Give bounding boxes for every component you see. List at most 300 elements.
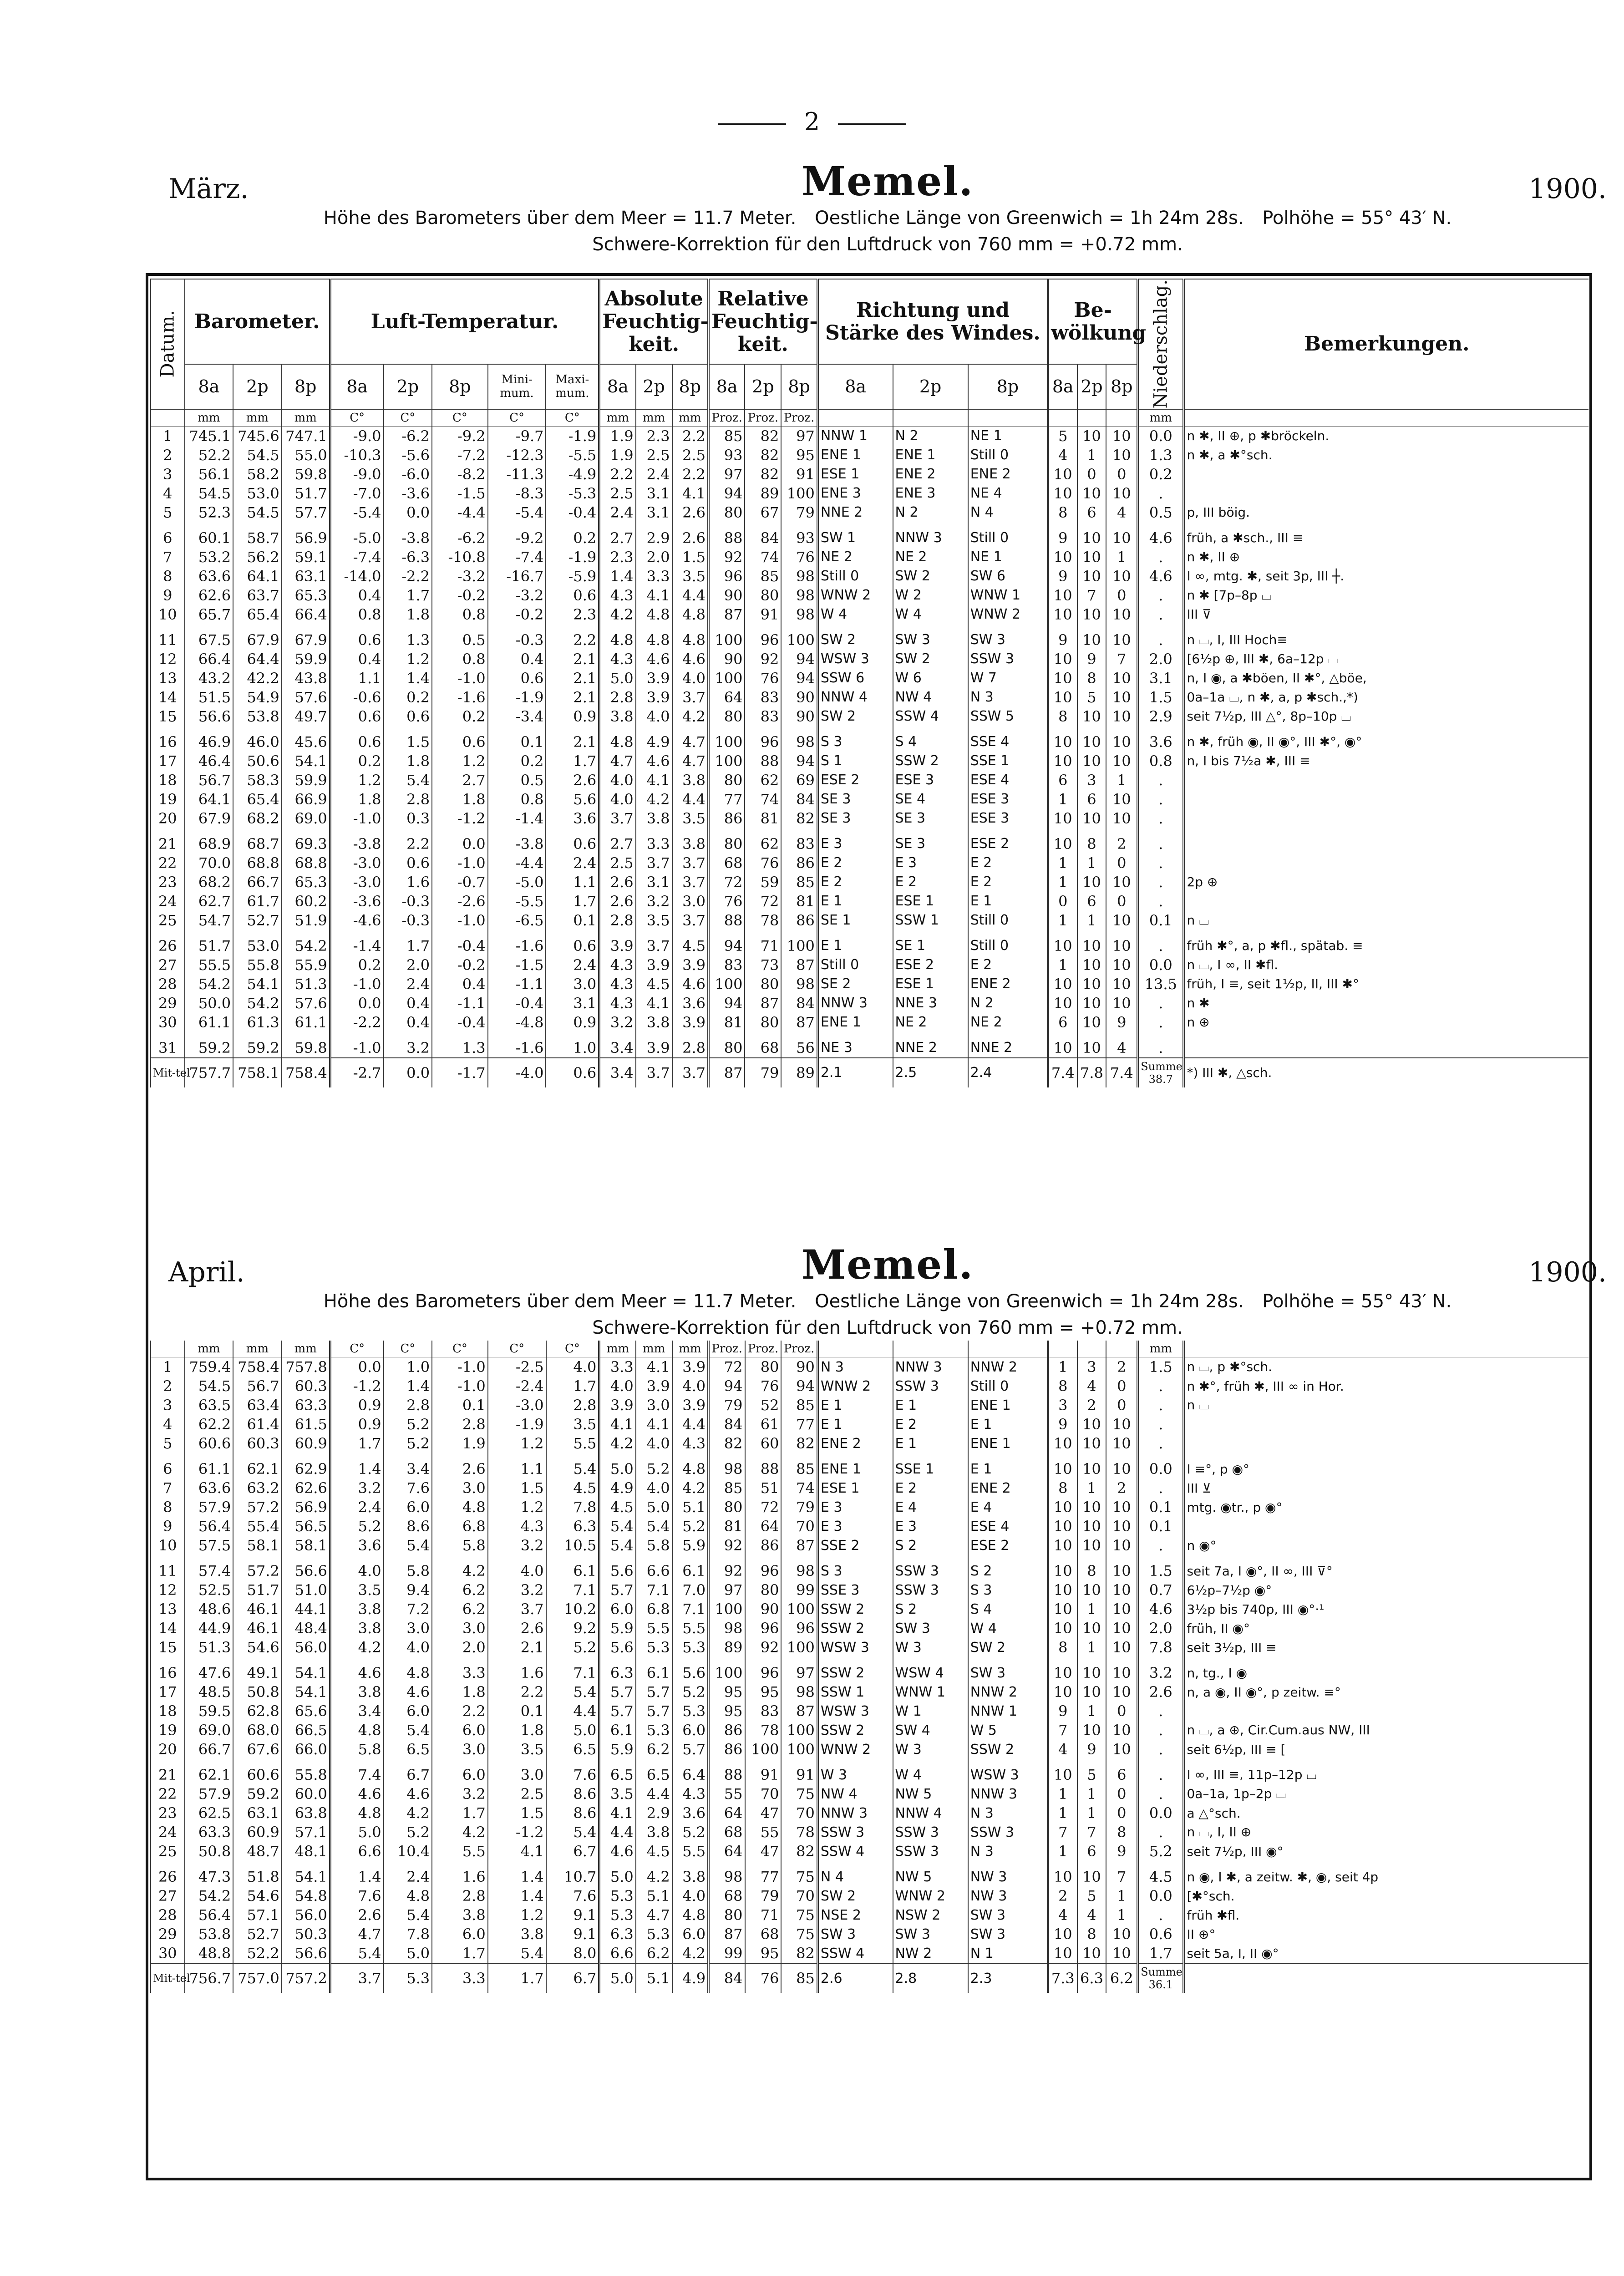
cell-abs-2p: 6.2 bbox=[636, 1944, 672, 1963]
cell-cloud-8p: 10 bbox=[1106, 1536, 1137, 1555]
cell-rel-8p: 85 bbox=[781, 1396, 817, 1415]
gap-cell bbox=[1077, 1861, 1106, 1867]
col-temperature: Luft-Temperatur. bbox=[330, 279, 599, 364]
unit-bar-8p: mm bbox=[282, 409, 330, 427]
cell-temp-2p: 4.0 bbox=[384, 1638, 432, 1657]
gap-cell bbox=[1048, 1759, 1077, 1765]
cell-bar-8p: 60.3 bbox=[282, 1377, 330, 1396]
cell-wind-2p: E 2 bbox=[893, 1478, 968, 1498]
cell-precip: . bbox=[1138, 1013, 1184, 1032]
cell-bar-2p: 46.1 bbox=[233, 1619, 282, 1638]
cell-bar-2p: 55.8 bbox=[233, 955, 282, 975]
cell-remarks: früh ✱fl. bbox=[1184, 1905, 1588, 1925]
gap-cell bbox=[1138, 1759, 1184, 1765]
table-row bbox=[151, 1600, 1588, 1619]
unit-day bbox=[151, 1341, 185, 1357]
cell-rel-8p: 100 bbox=[781, 630, 817, 650]
cell-abs-8p: 5.6 bbox=[672, 1663, 709, 1682]
col-cloud: Be-wölkung bbox=[1048, 279, 1138, 364]
cell-temp-8a: -9.0 bbox=[330, 465, 383, 484]
cell-day: 8 bbox=[151, 567, 185, 586]
cell-precip: . bbox=[1138, 994, 1184, 1013]
cell-bar-2p: 65.4 bbox=[233, 605, 282, 624]
cell-cloud-8a: 8 bbox=[1048, 1478, 1077, 1498]
gap-cell bbox=[672, 1453, 709, 1459]
cell-abs-8p: 3.8 bbox=[672, 1867, 709, 1886]
cell-rel-8a: 88 bbox=[709, 911, 745, 930]
cell-temp-2p: 6.0 bbox=[384, 1498, 432, 1517]
cell-rel-8a: 64 bbox=[709, 1842, 745, 1861]
cell-cloud-8a: 10 bbox=[1048, 994, 1077, 1013]
cell-bar-8a: 60.1 bbox=[185, 528, 233, 548]
cell-bar-8p: 747.1 bbox=[282, 426, 330, 446]
cell-bar-2p: 52.2 bbox=[233, 1944, 282, 1963]
cell-abs-8p: 5.5 bbox=[672, 1842, 709, 1861]
cell-abs-8a: 2.6 bbox=[599, 873, 636, 892]
cell-temp-8a: 4.8 bbox=[330, 1804, 383, 1823]
unit-temp-max: C° bbox=[546, 1341, 599, 1357]
cell-abs-2p: 4.8 bbox=[636, 605, 672, 624]
cell-cloud-2p: 10 bbox=[1077, 528, 1106, 548]
cell-abs-2p: 4.1 bbox=[636, 586, 672, 605]
table-row bbox=[151, 1561, 1588, 1580]
cell-rel-2p: 92 bbox=[745, 1638, 782, 1657]
cell-wind-8a: ESE 1 bbox=[817, 465, 893, 484]
cell-temp-8p: -2.6 bbox=[432, 892, 488, 911]
cell-temp-max: 3.5 bbox=[546, 1415, 599, 1434]
gap-cell bbox=[233, 1555, 282, 1561]
cell-abs-8p: 2.2 bbox=[672, 465, 709, 484]
cell-wind-2p: SSW 3 bbox=[893, 1561, 968, 1580]
cell-rel-8a: 100 bbox=[709, 1663, 745, 1682]
cell-temp-8a: -1.0 bbox=[330, 1038, 383, 1058]
gap-cell bbox=[1048, 522, 1077, 528]
cell-bar-8a: 50.8 bbox=[185, 1842, 233, 1861]
h-wind-8a: 8a bbox=[817, 364, 893, 409]
cell-cloud-2p: 10 bbox=[1077, 1867, 1106, 1886]
cell-bar-2p: 67.6 bbox=[233, 1740, 282, 1759]
mean-row bbox=[151, 1058, 1588, 1087]
cell-rel-8a: 94 bbox=[709, 994, 745, 1013]
cell-abs-8p: 4.6 bbox=[672, 975, 709, 994]
cell-rel-8p: 100 bbox=[781, 1600, 817, 1619]
cell-abs-8a: 3.5 bbox=[599, 1784, 636, 1804]
cell-wind-8a: ENE 1 bbox=[817, 446, 893, 465]
cell-wind-8a: Still 0 bbox=[817, 955, 893, 975]
unit-abs-8p: mm bbox=[672, 1341, 709, 1357]
row-gap bbox=[151, 930, 1588, 936]
cell-rel-8a: 96 bbox=[709, 567, 745, 586]
cell-precip: . bbox=[1138, 1377, 1184, 1396]
cell-rel-8a: 98 bbox=[709, 1867, 745, 1886]
gap-cell bbox=[330, 828, 383, 834]
cell-precip: . bbox=[1138, 892, 1184, 911]
cell-bar-2p: 61.7 bbox=[233, 892, 282, 911]
cell-bar-2p: 59.2 bbox=[233, 1038, 282, 1058]
cell-cloud-8a: 1 bbox=[1048, 1804, 1077, 1823]
cell-wind-8a: NSE 2 bbox=[817, 1905, 893, 1925]
cell-cloud-8a: 9 bbox=[1048, 630, 1077, 650]
cell-temp-8p: 3.0 bbox=[432, 1740, 488, 1759]
cell-abs-8p: 3.7 bbox=[672, 911, 709, 930]
cell-wind-2p: SSW 3 bbox=[893, 1823, 968, 1842]
cell-rel-8a: 80 bbox=[709, 834, 745, 854]
cell-abs-8a: 5.7 bbox=[599, 1580, 636, 1600]
cell-abs-8p: 3.9 bbox=[672, 1357, 709, 1377]
cell-cloud-2p: 10 bbox=[1077, 630, 1106, 650]
cell-wind-2p: NNE 2 bbox=[893, 1038, 968, 1058]
cell-bar-8a: 63.6 bbox=[185, 1478, 233, 1498]
cell-cloud-8a: 10 bbox=[1048, 834, 1077, 854]
cell-temp-2p: 5.2 bbox=[384, 1434, 432, 1453]
cell-cloud-2p: 10 bbox=[1077, 426, 1106, 446]
cell-abs-8a: 1.4 bbox=[599, 567, 636, 586]
cell-rel-8p: 91 bbox=[781, 465, 817, 484]
cell-temp-max: 1.1 bbox=[546, 873, 599, 892]
cell-temp-2p: 0.6 bbox=[384, 854, 432, 873]
cell-abs-8p: 4.8 bbox=[672, 1459, 709, 1478]
cell-rel-8a: 90 bbox=[709, 586, 745, 605]
cell-wind-8a: NE 3 bbox=[817, 1038, 893, 1058]
mean-temp-8p: -1.7 bbox=[432, 1058, 488, 1087]
cell-bar-8a: 56.7 bbox=[185, 771, 233, 790]
gap-cell bbox=[233, 522, 282, 528]
cell-cloud-2p: 6 bbox=[1077, 1842, 1106, 1861]
cell-cloud-8p: 0 bbox=[1106, 854, 1137, 873]
cell-bar-8a: 55.5 bbox=[185, 955, 233, 975]
cell-cloud-8p: 9 bbox=[1106, 1013, 1137, 1032]
cell-day: 9 bbox=[151, 586, 185, 605]
cell-wind-8p: W 5 bbox=[968, 1721, 1048, 1740]
cell-wind-2p: W 4 bbox=[893, 1765, 968, 1784]
page-number-text: 2 bbox=[804, 107, 820, 136]
cell-precip: 0.0 bbox=[1138, 1886, 1184, 1905]
cell-bar-8p: 56.0 bbox=[282, 1905, 330, 1925]
cell-wind-2p: S 2 bbox=[893, 1600, 968, 1619]
cell-remarks: n ⊕ bbox=[1184, 1013, 1588, 1032]
table-row bbox=[151, 630, 1588, 650]
gap-cell bbox=[1184, 930, 1588, 936]
cell-abs-8p: 2.5 bbox=[672, 446, 709, 465]
cell-rel-8a: 80 bbox=[709, 1905, 745, 1925]
cell-rel-8p: 75 bbox=[781, 1867, 817, 1886]
cell-rel-2p: 91 bbox=[745, 1765, 782, 1784]
cell-bar-8a: 54.2 bbox=[185, 975, 233, 994]
gap-cell bbox=[1138, 1032, 1184, 1038]
gap-cell bbox=[185, 1657, 233, 1663]
cell-rel-2p: 80 bbox=[745, 586, 781, 605]
gap-cell bbox=[282, 726, 330, 732]
cell-day: 1 bbox=[151, 426, 185, 446]
cell-cloud-8p: 10 bbox=[1106, 873, 1137, 892]
mean-rel-8p: 89 bbox=[781, 1058, 817, 1087]
cell-wind-2p: WSW 4 bbox=[893, 1663, 968, 1682]
cell-cloud-2p: 10 bbox=[1077, 809, 1106, 828]
cell-abs-8a: 6.3 bbox=[599, 1663, 636, 1682]
cell-temp-max: 8.6 bbox=[546, 1784, 599, 1804]
april-month: April. bbox=[168, 1256, 245, 1288]
cell-rel-2p: 80 bbox=[745, 975, 781, 994]
gap-cell bbox=[636, 930, 672, 936]
cell-temp-2p: -0.3 bbox=[384, 911, 432, 930]
cell-rel-2p: 80 bbox=[745, 1357, 782, 1377]
gap-cell bbox=[1184, 1032, 1588, 1038]
cell-cloud-2p: 10 bbox=[1077, 567, 1106, 586]
cell-temp-max: 0.6 bbox=[546, 936, 599, 955]
cell-cloud-2p: 10 bbox=[1077, 994, 1106, 1013]
cell-temp-min: 3.2 bbox=[488, 1580, 546, 1600]
cell-remarks: n ◉, I ✱, a zeitw. ✱, ◉, seit 4p bbox=[1184, 1867, 1588, 1886]
cell-wind-8p: WNW 1 bbox=[968, 586, 1048, 605]
cell-temp-2p: 4.8 bbox=[384, 1663, 432, 1682]
cell-rel-2p: 91 bbox=[745, 605, 781, 624]
cell-cloud-8a: 10 bbox=[1048, 1619, 1077, 1638]
cell-rel-8a: 68 bbox=[709, 1823, 745, 1842]
table-row bbox=[151, 1905, 1588, 1925]
table-row bbox=[151, 1536, 1588, 1555]
cell-temp-8a: 7.4 bbox=[330, 1765, 383, 1784]
cell-cloud-8a: 10 bbox=[1048, 1517, 1077, 1536]
cell-rel-8a: 93 bbox=[709, 446, 745, 465]
cell-cloud-8a: 9 bbox=[1048, 1415, 1077, 1434]
cell-cloud-2p: 10 bbox=[1077, 605, 1106, 624]
cell-cloud-8p: 7 bbox=[1106, 650, 1137, 669]
cell-temp-8a: -4.6 bbox=[330, 911, 383, 930]
cell-rel-8p: 76 bbox=[781, 548, 817, 567]
cell-bar-2p: 54.6 bbox=[233, 1638, 282, 1657]
cell-rel-8p: 91 bbox=[781, 1765, 817, 1784]
cell-cloud-8p: 10 bbox=[1106, 446, 1137, 465]
cell-abs-8a: 3.3 bbox=[599, 1357, 636, 1377]
cell-bar-8a: 59.2 bbox=[185, 1038, 233, 1058]
gap-cell bbox=[488, 828, 546, 834]
gap-cell bbox=[384, 726, 432, 732]
cell-rel-2p: 52 bbox=[745, 1396, 782, 1415]
cell-day: 19 bbox=[151, 790, 185, 809]
cell-wind-8a: WSW 3 bbox=[817, 1702, 893, 1721]
cell-wind-2p: NW 2 bbox=[893, 1944, 968, 1963]
cell-cloud-8a: 10 bbox=[1048, 1663, 1077, 1682]
table-row bbox=[151, 1377, 1588, 1396]
mean-rel-8a: 84 bbox=[709, 1963, 745, 1993]
cell-temp-8a: 4.6 bbox=[330, 1784, 383, 1804]
cell-abs-2p: 5.1 bbox=[636, 1886, 672, 1905]
cell-temp-max: 4.0 bbox=[546, 1357, 599, 1377]
cell-abs-2p: 4.6 bbox=[636, 650, 672, 669]
cell-abs-8a: 3.4 bbox=[599, 1038, 636, 1058]
cell-wind-8a: E 1 bbox=[817, 936, 893, 955]
gap-cell bbox=[968, 1861, 1048, 1867]
cell-wind-2p: SE 3 bbox=[893, 834, 968, 854]
cell-cloud-2p: 10 bbox=[1077, 484, 1106, 503]
cell-temp-2p: 0.6 bbox=[384, 707, 432, 726]
gap-cell bbox=[745, 1759, 782, 1765]
cell-temp-min: 1.8 bbox=[488, 1721, 546, 1740]
cell-bar-8p: 56.5 bbox=[282, 1517, 330, 1536]
cell-cloud-8a: 1 bbox=[1048, 1784, 1077, 1804]
cell-day: 14 bbox=[151, 1619, 185, 1638]
cell-cloud-8a: 1 bbox=[1048, 854, 1077, 873]
cell-cloud-8a: 9 bbox=[1048, 567, 1077, 586]
row-gap bbox=[151, 1759, 1588, 1765]
cell-cloud-2p: 4 bbox=[1077, 1377, 1106, 1396]
cell-bar-2p: 68.8 bbox=[233, 854, 282, 873]
cell-bar-2p: 61.3 bbox=[233, 1013, 282, 1032]
cell-wind-2p: N 2 bbox=[893, 503, 968, 522]
cell-abs-2p: 5.3 bbox=[636, 1721, 672, 1740]
table-row bbox=[151, 809, 1588, 828]
cell-precip: 0.1 bbox=[1138, 1517, 1184, 1536]
cell-temp-8p: -1.0 bbox=[432, 911, 488, 930]
cell-wind-2p: W 2 bbox=[893, 586, 968, 605]
cell-rel-8p: 82 bbox=[781, 809, 817, 828]
cell-bar-8p: 61.5 bbox=[282, 1415, 330, 1434]
cell-abs-8a: 3.8 bbox=[599, 707, 636, 726]
cell-cloud-2p: 10 bbox=[1077, 1619, 1106, 1638]
h-abs-8p: 8p bbox=[672, 364, 709, 409]
cell-abs-8a: 4.0 bbox=[599, 1377, 636, 1396]
gap-cell bbox=[488, 726, 546, 732]
cell-bar-8a: 57.9 bbox=[185, 1498, 233, 1517]
table-row bbox=[151, 548, 1588, 567]
cell-precip: . bbox=[1138, 1434, 1184, 1453]
mean-temp-2p: 5.3 bbox=[384, 1963, 432, 1993]
cell-rel-8a: 95 bbox=[709, 1702, 745, 1721]
gap-cell bbox=[185, 1861, 233, 1867]
cell-wind-8p: NNW 1 bbox=[968, 1702, 1048, 1721]
cell-remarks: III ⊻ bbox=[1184, 1478, 1588, 1498]
cell-rel-2p: 62 bbox=[745, 771, 781, 790]
h-temp-min: Mini-mum. bbox=[488, 364, 546, 409]
unit-abs-8p: mm bbox=[672, 409, 709, 427]
cell-day: 23 bbox=[151, 1804, 185, 1823]
cell-rel-2p: 81 bbox=[745, 809, 781, 828]
cell-abs-2p: 4.1 bbox=[636, 771, 672, 790]
cell-temp-2p: 6.5 bbox=[384, 1740, 432, 1759]
cell-temp-max: 2.2 bbox=[546, 630, 599, 650]
cell-temp-8p: 2.6 bbox=[432, 1459, 488, 1478]
h-temp-max: Maxi-mum. bbox=[546, 364, 599, 409]
cell-abs-8p: 1.5 bbox=[672, 548, 709, 567]
cell-abs-8a: 5.3 bbox=[599, 1886, 636, 1905]
mean-temp-8a: 3.7 bbox=[330, 1963, 383, 1993]
gap-cell bbox=[151, 930, 185, 936]
cell-wind-2p: SW 3 bbox=[893, 630, 968, 650]
cell-temp-8p: 1.8 bbox=[432, 790, 488, 809]
cell-bar-2p: 54.9 bbox=[233, 688, 282, 707]
table-row bbox=[151, 1013, 1588, 1032]
gap-cell bbox=[282, 1861, 330, 1867]
table-row bbox=[151, 669, 1588, 688]
cell-temp-max: 6.1 bbox=[546, 1561, 599, 1580]
march-header bbox=[168, 155, 1607, 258]
gap-cell bbox=[893, 1759, 968, 1765]
cell-wind-8p: SSW 2 bbox=[968, 1740, 1048, 1759]
cell-wind-2p: W 3 bbox=[893, 1638, 968, 1657]
cell-rel-2p: 85 bbox=[745, 567, 781, 586]
cell-temp-8a: -3.6 bbox=[330, 892, 383, 911]
cell-wind-2p: ENE 1 bbox=[893, 446, 968, 465]
gap-cell bbox=[1184, 1453, 1588, 1459]
cell-remarks: mtg. ◉tr., p ◉° bbox=[1184, 1498, 1588, 1517]
cell-rel-8a: 100 bbox=[709, 752, 745, 771]
table-row bbox=[151, 1619, 1588, 1638]
cell-rel-8p: 82 bbox=[781, 1944, 817, 1963]
cell-bar-8p: 60.9 bbox=[282, 1434, 330, 1453]
gap-cell bbox=[432, 726, 488, 732]
cell-wind-8a: SW 2 bbox=[817, 630, 893, 650]
gap-cell bbox=[384, 522, 432, 528]
unit-bar-2p: mm bbox=[233, 1341, 282, 1357]
cell-cloud-2p: 1 bbox=[1077, 1784, 1106, 1804]
gap-cell bbox=[546, 1861, 599, 1867]
cell-bar-8p: 54.1 bbox=[282, 752, 330, 771]
cell-temp-2p: 1.8 bbox=[384, 605, 432, 624]
cell-rel-8a: 88 bbox=[709, 1765, 745, 1784]
gap-cell bbox=[745, 828, 781, 834]
cell-temp-max: -1.9 bbox=[546, 426, 599, 446]
cell-cloud-8a: 10 bbox=[1048, 650, 1077, 669]
gap-cell bbox=[546, 624, 599, 630]
cell-bar-2p: 59.2 bbox=[233, 1784, 282, 1804]
cell-abs-8a: 4.7 bbox=[599, 752, 636, 771]
cell-bar-8a: 63.5 bbox=[185, 1396, 233, 1415]
cell-wind-8p: ESE 2 bbox=[968, 834, 1048, 854]
cell-temp-max: 3.6 bbox=[546, 809, 599, 828]
cell-wind-8p: Still 0 bbox=[968, 1377, 1048, 1396]
cell-precip: . bbox=[1138, 936, 1184, 955]
cell-precip: 0.1 bbox=[1138, 1498, 1184, 1517]
gap-cell bbox=[488, 1657, 546, 1663]
gap-cell bbox=[893, 1453, 968, 1459]
row-gap bbox=[151, 522, 1588, 528]
mean-remarks bbox=[1184, 1963, 1588, 1993]
cell-rel-8p: 74 bbox=[781, 1478, 817, 1498]
cell-temp-8p: -0.4 bbox=[432, 1013, 488, 1032]
cell-wind-8p: N 2 bbox=[968, 994, 1048, 1013]
unit-rel-8p: Proz. bbox=[781, 409, 817, 427]
cell-abs-2p: 5.8 bbox=[636, 1536, 672, 1555]
gap-cell bbox=[330, 1657, 383, 1663]
cell-temp-max: 2.1 bbox=[546, 688, 599, 707]
gap-cell bbox=[636, 1657, 672, 1663]
cell-wind-8p: S 3 bbox=[968, 1580, 1048, 1600]
cell-temp-8a: 0.2 bbox=[330, 752, 383, 771]
cell-temp-min: -6.5 bbox=[488, 911, 546, 930]
cell-cloud-8a: 10 bbox=[1048, 1498, 1077, 1517]
cell-wind-8a: W 4 bbox=[817, 605, 893, 624]
cell-bar-8p: 67.9 bbox=[282, 630, 330, 650]
cell-day: 3 bbox=[151, 1396, 185, 1415]
cell-bar-2p: 53.0 bbox=[233, 484, 282, 503]
cell-temp-8p: 6.0 bbox=[432, 1925, 488, 1944]
cell-temp-min: -3.0 bbox=[488, 1396, 546, 1415]
cell-temp-max: 2.1 bbox=[546, 650, 599, 669]
cell-day: 15 bbox=[151, 707, 185, 726]
cell-wind-8a: SSW 1 bbox=[817, 1682, 893, 1702]
cell-wind-2p: SSW 4 bbox=[893, 707, 968, 726]
gap-cell bbox=[233, 1759, 282, 1765]
table-row bbox=[151, 446, 1588, 465]
cell-wind-8p: ESE 4 bbox=[968, 771, 1048, 790]
gap-cell bbox=[817, 1759, 893, 1765]
gap-cell bbox=[282, 1657, 330, 1663]
cell-bar-8p: 60.2 bbox=[282, 892, 330, 911]
table-row bbox=[151, 911, 1588, 930]
gap-cell bbox=[432, 930, 488, 936]
cell-temp-max: 0.6 bbox=[546, 834, 599, 854]
cell-rel-8a: 72 bbox=[709, 873, 745, 892]
